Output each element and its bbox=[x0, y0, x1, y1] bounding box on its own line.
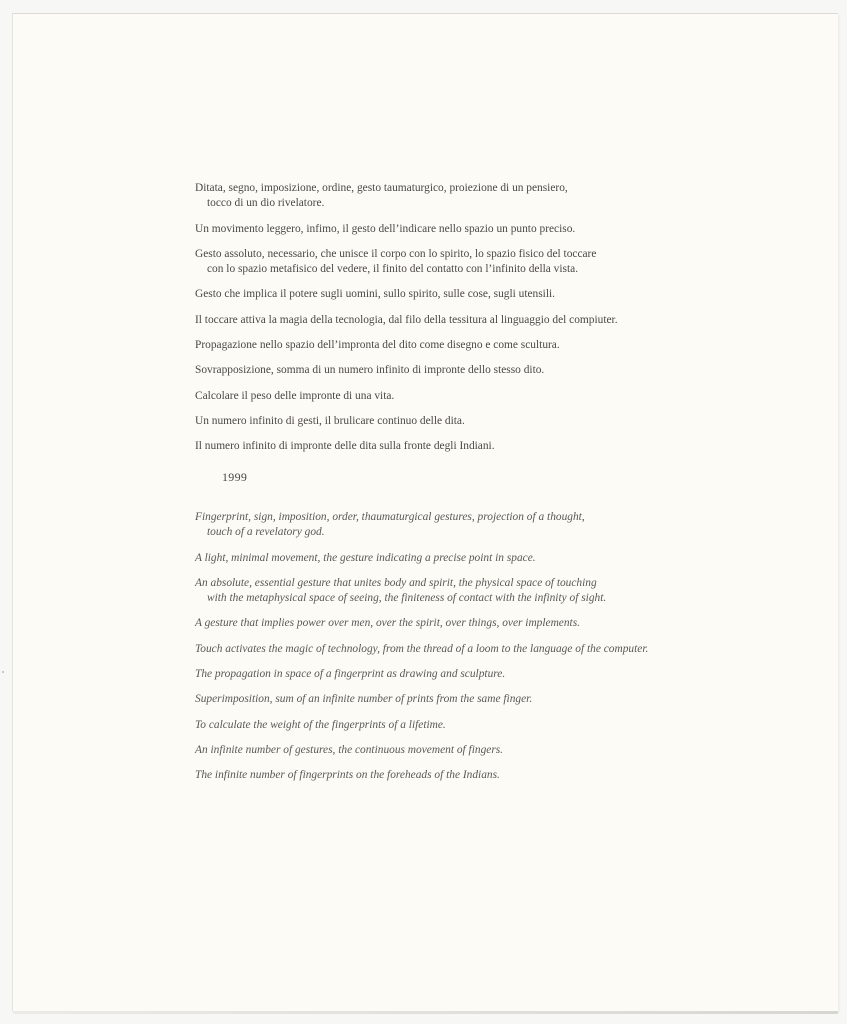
stanza-line: Superimposition, sum of an infinite number of prints from the same finger. bbox=[195, 693, 533, 706]
english-stanza bbox=[195, 667, 648, 682]
italian-stanza bbox=[195, 439, 618, 454]
english-stanza bbox=[195, 616, 648, 631]
italian-stanza bbox=[195, 414, 618, 429]
italian-stanza bbox=[195, 222, 618, 237]
english-stanza bbox=[195, 768, 648, 783]
stanza-line: Calcolare il peso delle impronte di una vita. bbox=[195, 389, 395, 402]
stanza-line: A gesture that implies power over men, over the spirit, over things, over implements. bbox=[195, 617, 581, 630]
english-text bbox=[195, 510, 648, 794]
english-stanza bbox=[195, 576, 648, 607]
stanza-line: Propagazione nello spazio dell’impronta del dito come disegno e come scultura. bbox=[195, 339, 560, 352]
english-stanza bbox=[195, 692, 648, 707]
stanza-line: The propagation in space of a fingerprint as drawing and sculpture. bbox=[195, 668, 506, 681]
italian-stanza bbox=[195, 313, 618, 328]
stanza-line: Fingerprint, sign, imposition, order, thaumaturgical gestures, projection of a thought, bbox=[195, 511, 585, 523]
stanza-line-continuation: with the metaphysical space of seeing, the finiteness of contact with the infinity of sight. bbox=[207, 592, 607, 605]
stanza-line: To calculate the weight of the fingerprints of a lifetime. bbox=[195, 718, 446, 731]
italian-stanza bbox=[195, 247, 618, 278]
stanza-line: Il toccare attiva la magia della tecnologia, dal filo della tessitura al linguaggio del compiuter. bbox=[195, 313, 618, 326]
stanza-line: The infinite number of fingerprints on the foreheads of the Indians. bbox=[195, 769, 500, 782]
stanza-line: A light, minimal movement, the gesture indicating a precise point in space. bbox=[195, 551, 536, 564]
english-stanza bbox=[195, 718, 648, 733]
italian-stanza bbox=[195, 338, 618, 353]
stanza-line-continuation: con lo spazio metafisico del vedere, il finito del contatto con l’infinito della vista. bbox=[207, 263, 579, 276]
stanza-line: Il numero infinito di impronte delle dita sulla fronte degli Indiani. bbox=[195, 440, 495, 453]
english-stanza bbox=[195, 743, 648, 758]
stanza-line-continuation: tocco di un dio rivelatore. bbox=[207, 197, 325, 210]
stanza-line: Gesto assoluto, necessario, che unisce il corpo con lo spirito, lo spazio fisico del toccare bbox=[195, 247, 597, 260]
stanza-line: Gesto che implica il potere sugli uomini, sullo spirito, sulle cose, sugli utensili. bbox=[195, 288, 556, 301]
stanza-line: Sovrapposizione, somma di un numero infinito di impronte dello stesso dito. bbox=[195, 364, 545, 377]
italian-stanza bbox=[195, 389, 618, 404]
italian-stanza bbox=[195, 363, 618, 378]
italian-text bbox=[195, 181, 618, 465]
stanza-line: An infinite number of gestures, the continuous movement of fingers. bbox=[195, 743, 504, 756]
stanza-line: Un numero infinito di gesti, il brulicare continuo delle dita. bbox=[195, 414, 465, 427]
stanza-line: An absolute, essential gesture that unites body and spirit, the physical space of touching bbox=[195, 576, 597, 589]
stanza-line-continuation: touch of a revelatory god. bbox=[207, 526, 325, 539]
italian-stanza bbox=[195, 181, 618, 212]
english-stanza bbox=[195, 551, 648, 566]
paper-speck bbox=[2, 671, 4, 673]
english-stanza bbox=[195, 510, 648, 541]
year-label: 1999 bbox=[222, 470, 248, 484]
italian-stanza bbox=[195, 287, 618, 302]
stanza-line: Ditata, segno, imposizione, ordine, gesto taumaturgico, proiezione di un pensiero, bbox=[195, 182, 568, 194]
english-stanza bbox=[195, 642, 648, 657]
stanza-line: Un movimento leggero, infimo, il gesto dell’indicare nello spazio un punto preciso. bbox=[195, 222, 576, 235]
stanza-line: Touch activates the magic of technology, from the thread of a loom to the language of the computer. bbox=[195, 642, 649, 655]
